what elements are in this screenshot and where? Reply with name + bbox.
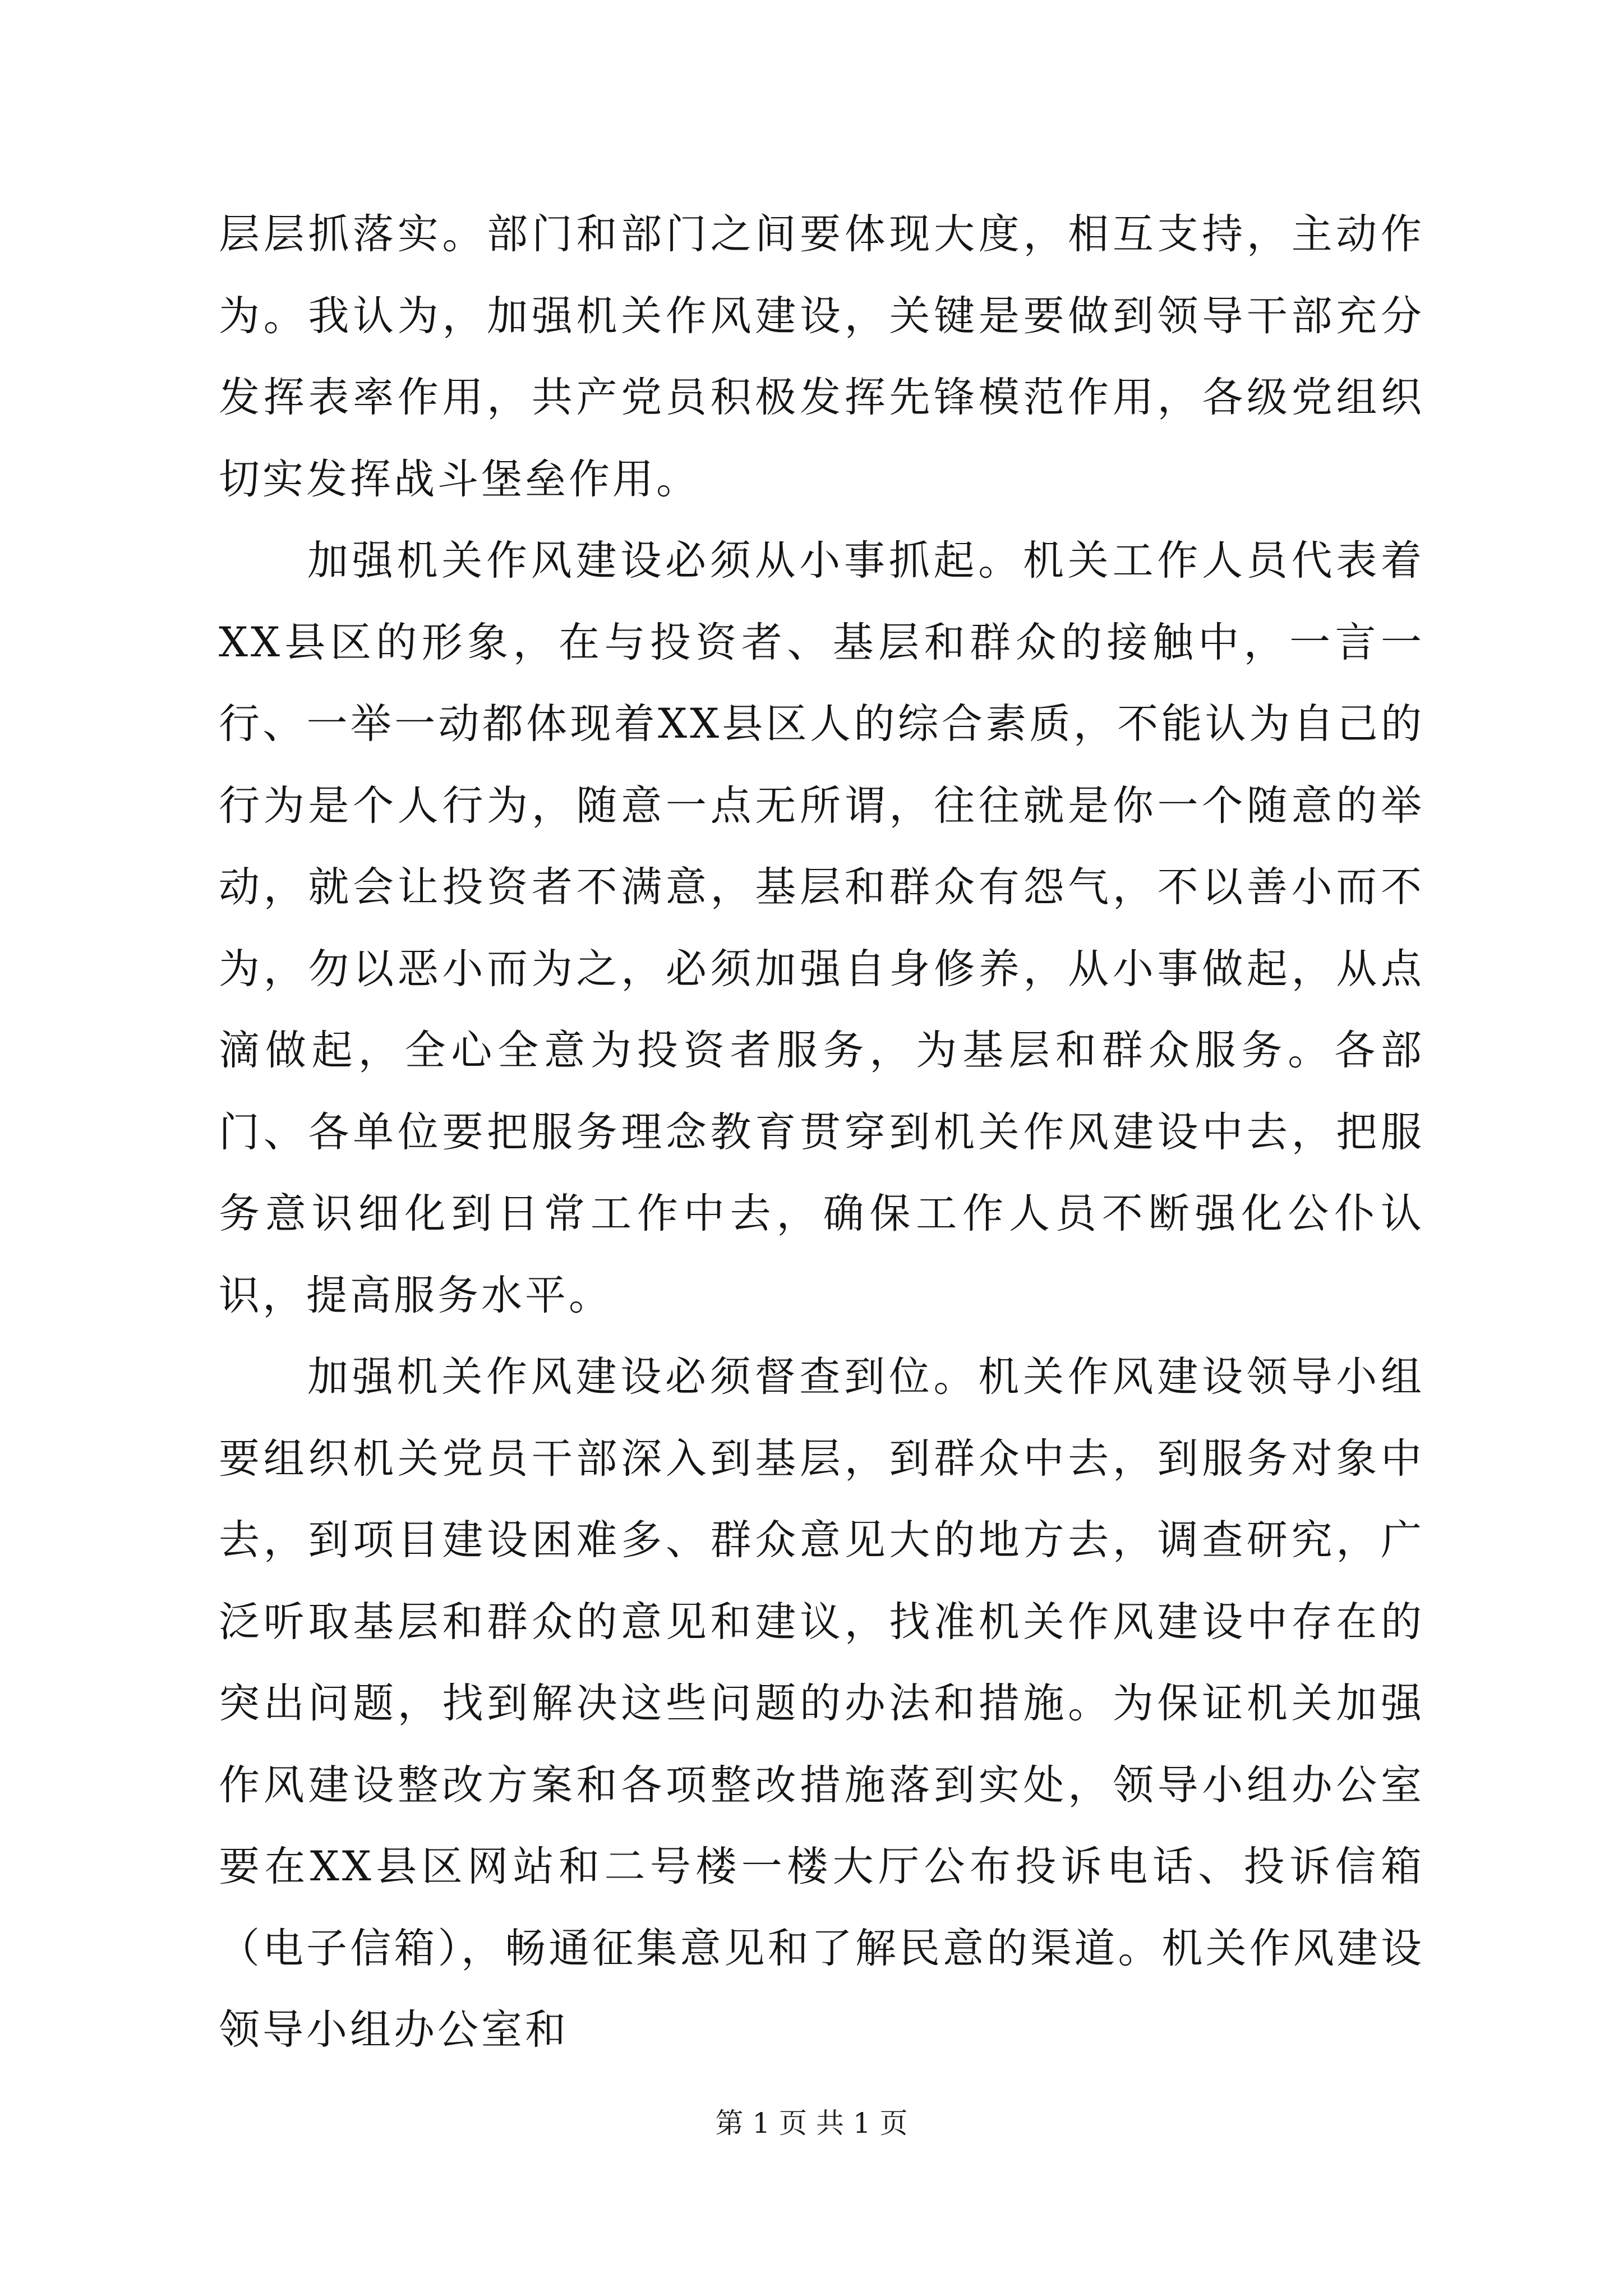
document-body bbox=[219, 194, 1424, 2071]
page-footer: 第 1 页 共 1 页 bbox=[715, 2107, 908, 2139]
paragraph-1: 层层抓落实。部门和部门之间要体现大度，相互支持，主动作为。我认为，加强机关作风建设，关键是要做到领导干部充分发挥表率作用，共产党员积极发挥先锋模范作用，各级党组织切实发挥战斗堡垒作用。 bbox=[219, 210, 1424, 503]
paragraph-2: 加强机关作风建设必须从小事抓起。机关工作人员代表着XX县区的形象，在与投资者、基层和群众的接触中，一言一行、一举一动都体现着XX县区人的综合素质，不能认为自己的行为是个人行为，随意一点无所谓，往往就是你一个随意的举动，就会让投资者不满意，基层和群众有怨气，不以善小而不为，勿以恶小而为之，必须加强自身修养，从小事做起，从点滴做起，全心全意为投资者服务，为基层和群众服务。各部门、各单位要把服务理念教育贯穿到机关作风建设中去，把服务意识细化到日常工作中去，确保工作人员不断强化公仆认识，提高服务水平。 bbox=[219, 537, 1424, 1319]
paragraph-3: 加强机关作风建设必须督查到位。机关作风建设领导小组要组织机关党员干部深入到基层，到群众中去，到服务对象中去，到项目建设困难多、群众意见大的地方去，调查研究，广泛听取基层和群众的意见和建议，找准机关作风建设中存在的突出问题，找到解决这些问题的办法和措施。为保证机关加强作风建设整改方案和各项整改措施落到实处，领导小组办公室要在XX县区网站和二号楼一楼大厅公布投诉电话、投诉信箱（电子信箱），畅通征集意见和了解民意的渠道。机关作风建设领导小组办公室和 bbox=[219, 1353, 1424, 2054]
